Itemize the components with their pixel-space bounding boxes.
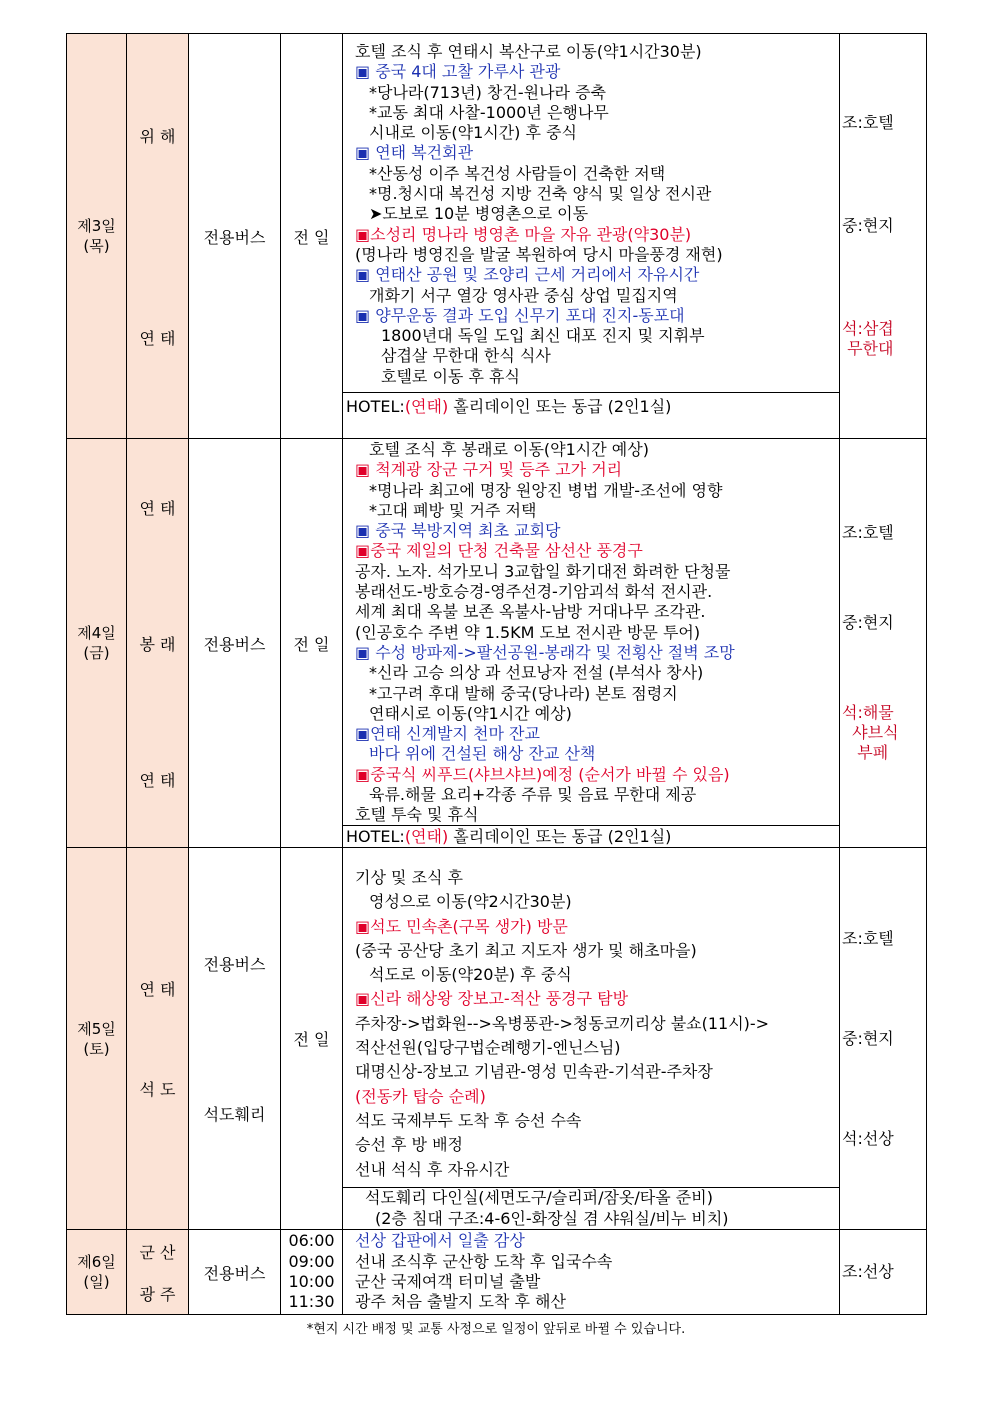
detail-line: (중국 공산당 초기 최고 지도자 생가 및 해초마을) bbox=[355, 940, 697, 960]
day-row-5 bbox=[67, 848, 927, 1230]
meal-cell bbox=[840, 1230, 927, 1315]
ferry-cabin-line: (2층 침대 구조:4-6인-화장실 겸 샤워실/비누 비치) bbox=[375, 1208, 729, 1228]
hotel-city: (연태) bbox=[404, 397, 449, 416]
detail-line: 세계 최대 옥불 보존 옥불사-남방 거대나무 조각관. bbox=[355, 602, 706, 622]
time-slot: 09:00 bbox=[288, 1251, 335, 1271]
meal-item: 조:호텔 bbox=[842, 112, 894, 132]
detail-line: ▣소성리 명나라 병영촌 마을 자유 관광(약30분) bbox=[355, 224, 692, 244]
day-row-4 bbox=[67, 439, 927, 848]
transport-label: 전용버스 bbox=[203, 1263, 266, 1283]
detail-lines bbox=[343, 34, 839, 392]
detail-line: ▣ 연태산 공원 및 조양리 근세 거리에서 자유시간 bbox=[355, 265, 700, 285]
city-name: 광 주 bbox=[139, 1284, 176, 1304]
detail-line: ▣ 중국 북방지역 최초 교회당 bbox=[355, 521, 561, 541]
transport-cell bbox=[189, 439, 281, 848]
detail-line: *명.청시대 복건성 지방 건축 양식 및 일상 전시관 bbox=[369, 184, 712, 204]
time-label: 전 일 bbox=[293, 634, 330, 654]
hotel-name: 홀리데이인 또는 동급 (2인1실) bbox=[448, 827, 672, 846]
day-label: 제4일 bbox=[77, 624, 116, 642]
detail-line: 육류.해물 요리+각종 주류 및 음료 무한대 제공 bbox=[369, 785, 697, 805]
detail-line: 군산 국제여객 터미널 출발 bbox=[355, 1272, 541, 1291]
meal-item: 석:선상 bbox=[842, 1128, 894, 1148]
meal-item: 중:현지 bbox=[842, 1028, 894, 1048]
hotel-line bbox=[343, 825, 839, 847]
day-of-week: (일) bbox=[83, 1273, 110, 1291]
detail-line: 시내로 이동(약1시간) 후 중식 bbox=[369, 123, 577, 143]
city-cell bbox=[127, 34, 189, 439]
itinerary-table bbox=[66, 33, 927, 1315]
time-cell bbox=[281, 34, 343, 439]
transport-label: 전용버스 bbox=[203, 227, 266, 247]
time-cell bbox=[281, 439, 343, 848]
meal-item: 조:선상 bbox=[842, 1262, 894, 1281]
detail-line: ➤도보로 10분 병영촌으로 이동 bbox=[369, 204, 589, 224]
day-cell bbox=[67, 439, 127, 848]
detail-line: *당나라(713년) 창건-원나라 증축 bbox=[369, 82, 606, 102]
time-label: 전 일 bbox=[293, 227, 330, 247]
city-name: 연 태 bbox=[139, 770, 176, 790]
detail-line: ▣ 연태 복건회관 bbox=[355, 143, 474, 163]
detail-line: 1800년대 독일 도입 최신 대포 진지 및 지휘부 bbox=[381, 326, 705, 346]
meal-item: 석:해물 샤브식 부페 bbox=[842, 703, 899, 762]
detail-line: 기상 및 조식 후 bbox=[355, 868, 463, 887]
day-label: 제3일 bbox=[77, 217, 116, 235]
meal-list bbox=[840, 889, 926, 1189]
day-label: 제6일 bbox=[77, 1253, 116, 1271]
transport-label: 전용버스 bbox=[203, 634, 266, 654]
day-cell bbox=[67, 1230, 127, 1315]
time-list bbox=[281, 1231, 342, 1312]
meal-item: 석:삼겹 무한대 bbox=[842, 319, 894, 359]
meal-list bbox=[840, 71, 926, 401]
meal-cell bbox=[840, 34, 927, 439]
hotel-name: 홀리데이인 또는 동급 (2인1실) bbox=[448, 397, 672, 416]
hotel-line bbox=[343, 392, 839, 421]
city-name: 연 태 bbox=[139, 328, 176, 348]
detail-cell bbox=[343, 439, 840, 848]
detail-line: 봉래선도-방호승경-영주선경-기암괴석 화석 전시관. bbox=[355, 582, 713, 602]
detail-lines bbox=[343, 848, 839, 1187]
city-name: 연 태 bbox=[139, 980, 176, 999]
meal-cell bbox=[840, 439, 927, 848]
detail-line: *교동 최대 사찰-1000년 은행나무 bbox=[369, 102, 609, 122]
detail-line: 석도 국제부두 도착 후 승선 수속 bbox=[355, 1110, 582, 1130]
detail-line: 호텔 조식 후 연태시 복산구로 이동(약1시간30분) bbox=[355, 42, 702, 61]
city-name: 군 산 bbox=[139, 1242, 176, 1262]
ferry-cabin-line: 석도훼리 다인실(세면도구/슬리퍼/잠옷/타올 준비) bbox=[365, 1188, 713, 1207]
day-of-week: (목) bbox=[83, 237, 110, 255]
detail-line: ▣석도 민속촌(구목 생가) 방문 bbox=[355, 916, 568, 936]
city-cell bbox=[127, 848, 189, 1230]
meal-item: 조:호텔 bbox=[842, 928, 894, 948]
day-cell bbox=[67, 848, 127, 1230]
detail-line: 선상 갑판에서 일출 감상 bbox=[355, 1231, 525, 1251]
detail-line: 영성으로 이동(약2시간30분) bbox=[369, 892, 572, 912]
detail-line: 연태시로 이동(약1시간 예상) bbox=[369, 703, 572, 723]
transport-label: 전용버스 bbox=[203, 955, 266, 974]
detail-line: 주차장->법화원-->옥병풍관->청동코끼리상 불쇼(11시)-> bbox=[355, 1013, 770, 1033]
transport-label: 석도훼리 bbox=[203, 1105, 266, 1124]
transport-cell bbox=[189, 848, 281, 1230]
day-of-week: (금) bbox=[83, 644, 110, 662]
detail-line: 선내 석식 후 자유시간 bbox=[355, 1159, 510, 1179]
city-cell bbox=[127, 439, 189, 848]
day-cell bbox=[67, 34, 127, 439]
detail-line: 선내 조식후 군산항 도착 후 입국수속 bbox=[355, 1251, 613, 1271]
footnote: *현지 시간 배정 및 교통 사정으로 일정이 앞뒤로 바뀔 수 있습니다. bbox=[306, 1322, 686, 1337]
detail-lines bbox=[343, 439, 839, 825]
city-cell bbox=[127, 1230, 189, 1315]
time-slot: 06:00 bbox=[288, 1231, 335, 1251]
hotel-label: HOTEL: bbox=[346, 397, 405, 416]
detail-line: 승선 후 방 배정 bbox=[355, 1135, 463, 1155]
detail-cell bbox=[343, 34, 840, 439]
detail-line: 공자. 노자. 석가모니 3교합일 화기대전 화려한 단청물 bbox=[355, 561, 731, 581]
city-name: 석 도 bbox=[139, 1080, 176, 1099]
detail-line: 광주 처음 출발지 도착 후 해산 bbox=[355, 1292, 566, 1312]
detail-cell bbox=[343, 848, 840, 1230]
city-name: 봉 래 bbox=[139, 634, 176, 654]
detail-line: 적산선원(입당구법순례행기-엔닌스님) bbox=[355, 1038, 621, 1058]
detail-cell bbox=[343, 1230, 840, 1315]
transport-cell bbox=[189, 1230, 281, 1315]
time-cell bbox=[281, 848, 343, 1230]
detail-line: ▣중국 제일의 단청 건축물 삼선산 풍경구 bbox=[355, 541, 643, 561]
detail-line: 개화기 서구 열강 영사관 중심 상업 밀집지역 bbox=[369, 285, 678, 305]
day-of-week: (토) bbox=[83, 1039, 110, 1058]
city-name: 연 태 bbox=[139, 498, 176, 518]
detail-line: ▣연태 신계발지 천마 잔교 bbox=[355, 724, 540, 744]
detail-line: (명나라 병영진을 발굴 복원하여 당시 마을풍경 재현) bbox=[355, 244, 723, 264]
meal-list bbox=[840, 488, 926, 798]
hotel-label: HOTEL: bbox=[346, 827, 405, 846]
detail-line: *고구려 후대 발해 중국(당나라) 본토 점령지 bbox=[369, 683, 678, 703]
detail-line: 바다 위에 건설된 해상 잔교 산책 bbox=[369, 744, 596, 764]
detail-line: 호텔 조식 후 봉래로 이동(약1시간 예상) bbox=[369, 440, 649, 459]
time-slot: 10:00 bbox=[288, 1272, 335, 1291]
detail-line: ▣ 양무운동 결과 도입 신무기 포대 진지-동포대 bbox=[355, 305, 685, 325]
detail-line: ▣ 중국 4대 고찰 가루사 관광 bbox=[355, 62, 561, 82]
detail-line: *명나라 최고에 명장 원앙진 병법 개발-조선에 영향 bbox=[369, 480, 723, 500]
meal-item: 조:호텔 bbox=[842, 523, 894, 542]
time-label: 전 일 bbox=[293, 1030, 330, 1049]
detail-lines bbox=[343, 1231, 839, 1312]
detail-line: *신라 고승 의상 과 선묘낭자 전설 (부석사 창사) bbox=[369, 663, 704, 683]
detail-line: (인공호수 주변 약 1.5KM 도보 전시관 방문 투어) bbox=[355, 622, 701, 642]
transport-cell bbox=[189, 34, 281, 439]
detail-line: (전동카 탑승 순례) bbox=[355, 1086, 486, 1106]
time-cell bbox=[281, 1230, 343, 1315]
meal-cell bbox=[840, 848, 927, 1230]
detail-line: *고대 폐방 및 거주 저택 bbox=[369, 500, 537, 520]
time-slot: 11:30 bbox=[288, 1292, 335, 1312]
detail-line: ▣중국식 씨푸드(샤브샤브)예정 (순서가 바뀔 수 있음) bbox=[355, 764, 730, 784]
detail-line: 호텔로 이동 후 휴식 bbox=[381, 366, 520, 386]
meal-list bbox=[840, 1262, 926, 1282]
day-row-3 bbox=[67, 34, 927, 439]
meal-item: 중:현지 bbox=[842, 215, 894, 235]
city-name: 위 해 bbox=[139, 126, 176, 146]
detail-line: ▣ 척계광 장군 구거 및 등주 고가 거리 bbox=[355, 460, 623, 480]
detail-line: *산동성 이주 복건성 사람들이 건축한 저택 bbox=[369, 163, 666, 183]
detail-line: ▣신라 해상왕 장보고-적산 풍경구 탐방 bbox=[355, 989, 629, 1009]
detail-line: 호텔 투숙 및 휴식 bbox=[355, 805, 479, 825]
detail-line: 석도로 이동(약20분) 후 중식 bbox=[369, 965, 572, 985]
detail-line: 삼겹살 무한대 한식 식사 bbox=[381, 346, 551, 366]
detail-line: ▣ 수성 방파제->팔선공원-봉래각 및 전횡산 절벽 조망 bbox=[355, 642, 735, 662]
meal-item: 중:현지 bbox=[842, 613, 894, 632]
day-row-6 bbox=[67, 1230, 927, 1315]
day-label: 제5일 bbox=[77, 1019, 116, 1038]
hotel-city: (연태) bbox=[404, 827, 449, 846]
detail-line: 대명신상-장보고 기념관-영성 민속관-기석관-주차장 bbox=[355, 1062, 713, 1082]
ferry-cabin-info bbox=[343, 1187, 839, 1229]
